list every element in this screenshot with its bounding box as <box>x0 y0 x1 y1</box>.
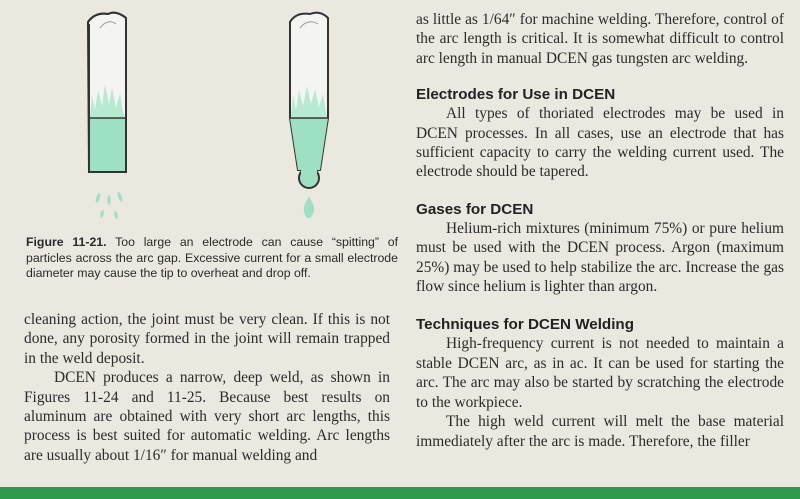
gases-paragraph: Helium-rich mixtures (minimum 75%) or pure helium must be used with the DCEN process. Argon (maximum 25%) may be used to help stabilize the arc. Increase the gas flow since helium is lighter than argon. <box>416 219 784 296</box>
figure-11-21-illustration <box>0 0 410 235</box>
heading-gases-for-dcen: Gases for DCEN <box>416 200 534 218</box>
figure-number: Figure 11-21. <box>26 235 107 249</box>
electrodes-paragraph: All types of thoriated electrodes may be used in DCEN processes. In all cases, use an electrode that has sufficient capacity to carry the welding current used. The electrode should be tapered. <box>416 105 784 181</box>
large-electrode-illustration <box>88 13 126 172</box>
left-text-column <box>24 310 390 465</box>
falling-droplet <box>304 197 314 218</box>
page-bottom-band <box>0 487 800 499</box>
right-text-column <box>416 10 784 451</box>
figure-caption <box>26 235 398 282</box>
techniques-paragraph-1: High-frequency current is not needed to maintain a stable DCEN arc, as in ac. It can be used for starting the arc. The arc may also be started by scratching the electrode to the workpiece. <box>416 335 784 411</box>
spitting-particles <box>95 192 124 220</box>
small-electrode-illustration <box>290 13 328 188</box>
electrode-diagram <box>0 0 410 235</box>
heading-electrodes-for-dcen: Electrodes for Use in DCEN <box>416 86 616 104</box>
left-paragraph-1: cleaning action, the joint must be very clean. If this is not done, any porosity formed in the joint will remain trapped in the weld deposit. <box>24 311 390 367</box>
heading-techniques-for-dcen: Techniques for DCEN Welding <box>416 316 634 334</box>
right-intro-paragraph: as little as 1/64″ for machine welding. Therefore, control of the arc length is critical. It is somewhat difficult to control arc length in manual DCEN gas tungsten arc welding. <box>416 11 784 67</box>
left-paragraph-2: DCEN produces a narrow, deep weld, as shown in Figures 11-24 and 11-25. Because best results on aluminum are obtained with very short arc lengths, this process is best suited for automatic welding. Arc lengths are usually about 1/16″ for manual welding and <box>24 369 390 464</box>
figure-caption-text: Too large an electrode can cause “spitting” of particles across the arc gap. Excessive current for a small electrode diameter may cause the tip to overheat and drop off. <box>26 235 398 281</box>
techniques-paragraph-2: The high weld current will melt the base material immediately after the arc is made. Therefore, the filler <box>416 413 784 450</box>
